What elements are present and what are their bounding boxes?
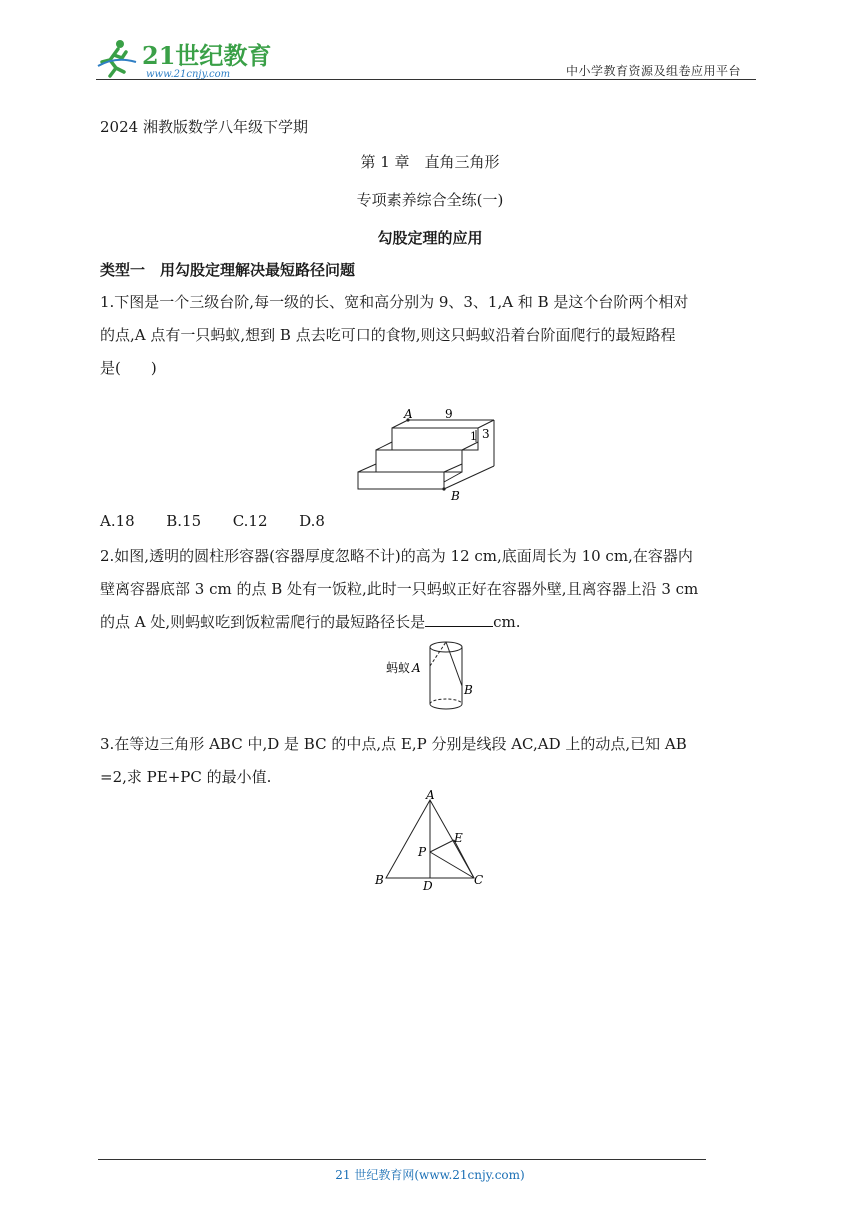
- q2-text-line2: 壁离容器底部 3 cm 的点 B 处有一饭粒,此时一只蚂蚁正好在容器外壁,且离容器上沿 3 cm: [100, 580, 699, 598]
- label-A: A: [404, 407, 413, 421]
- label-A: A: [412, 661, 421, 675]
- label-9: 9: [445, 407, 453, 421]
- label-B: B: [375, 873, 384, 887]
- triangle-figure: [370, 788, 490, 894]
- option-c: C.12: [232, 512, 268, 530]
- answer-blank[interactable]: [425, 612, 493, 627]
- label-D: D: [423, 879, 433, 893]
- book-title: 2024 湘教版数学八年级下学期: [100, 118, 308, 136]
- runner-icon: [98, 40, 136, 76]
- label-P: P: [418, 845, 427, 859]
- label-B: B: [451, 489, 460, 503]
- label-3: 3: [482, 427, 490, 441]
- q1-text-line3: 是( ): [100, 359, 157, 377]
- q2-text-line1: 2.如图,透明的圆柱形容器(容器厚度忽略不计)的高为 12 cm,底面周长为 10 cm,在容器内: [100, 547, 693, 565]
- logo-url: www.21cnjy.com: [146, 69, 231, 80]
- q1-options: [100, 512, 325, 530]
- footer-divider: [98, 1159, 706, 1160]
- cylinder-figure: [384, 638, 484, 714]
- q1-text-line1: 1.下图是一个三级台阶,每一级的长、宽和高分别为 9、3、1,A 和 B 是这个台阶两个相对: [100, 293, 689, 311]
- q2-line3-unit: cm.: [493, 613, 521, 631]
- section-title: 专项素养综合全练(一): [356, 191, 504, 209]
- topic-title: 勾股定理的应用: [377, 229, 483, 247]
- logo-text: 21世纪教育: [142, 41, 272, 70]
- site-logo: [96, 36, 272, 82]
- staircase-figure: [354, 406, 504, 502]
- q2-text-line3: [100, 611, 521, 632]
- type-heading: 类型一 用勾股定理解决最短路径问题: [100, 261, 356, 279]
- chapter-title: 第 1 章 直角三角形: [360, 153, 500, 171]
- footer-text[interactable]: 21 世纪教育网(www.21cnjy.com): [335, 1168, 525, 1182]
- q3-text-line2: =2,求 PE+PC 的最小值.: [100, 768, 272, 786]
- label-B: B: [464, 683, 473, 697]
- label-A: A: [426, 788, 435, 802]
- option-b: B.15: [166, 512, 202, 530]
- q1-text-line2: 的点,A 点有一只蚂蚁,想到 B 点去吃可口的食物,则这只蚂蚁沿着台阶面爬行的最短路程: [100, 326, 676, 344]
- label-E: E: [454, 831, 463, 845]
- label-C: C: [474, 873, 484, 887]
- header-divider: [96, 79, 756, 80]
- q3-text-line1: 3.在等边三角形 ABC 中,D 是 BC 的中点,点 E,P 分别是线段 AC,AD 上的动点,已知 AB: [100, 735, 687, 753]
- option-a: A.18: [100, 512, 135, 530]
- ant-label: 蚂蚁: [386, 661, 411, 675]
- q2-line3-text: 的点 A 处,则蚂蚁吃到饭粒需爬行的最短路径长是: [100, 613, 426, 631]
- header-tagline: 中小学教育资源及组卷应用平台: [566, 64, 742, 78]
- option-d: D.8: [299, 512, 325, 530]
- label-1: 1: [470, 430, 477, 443]
